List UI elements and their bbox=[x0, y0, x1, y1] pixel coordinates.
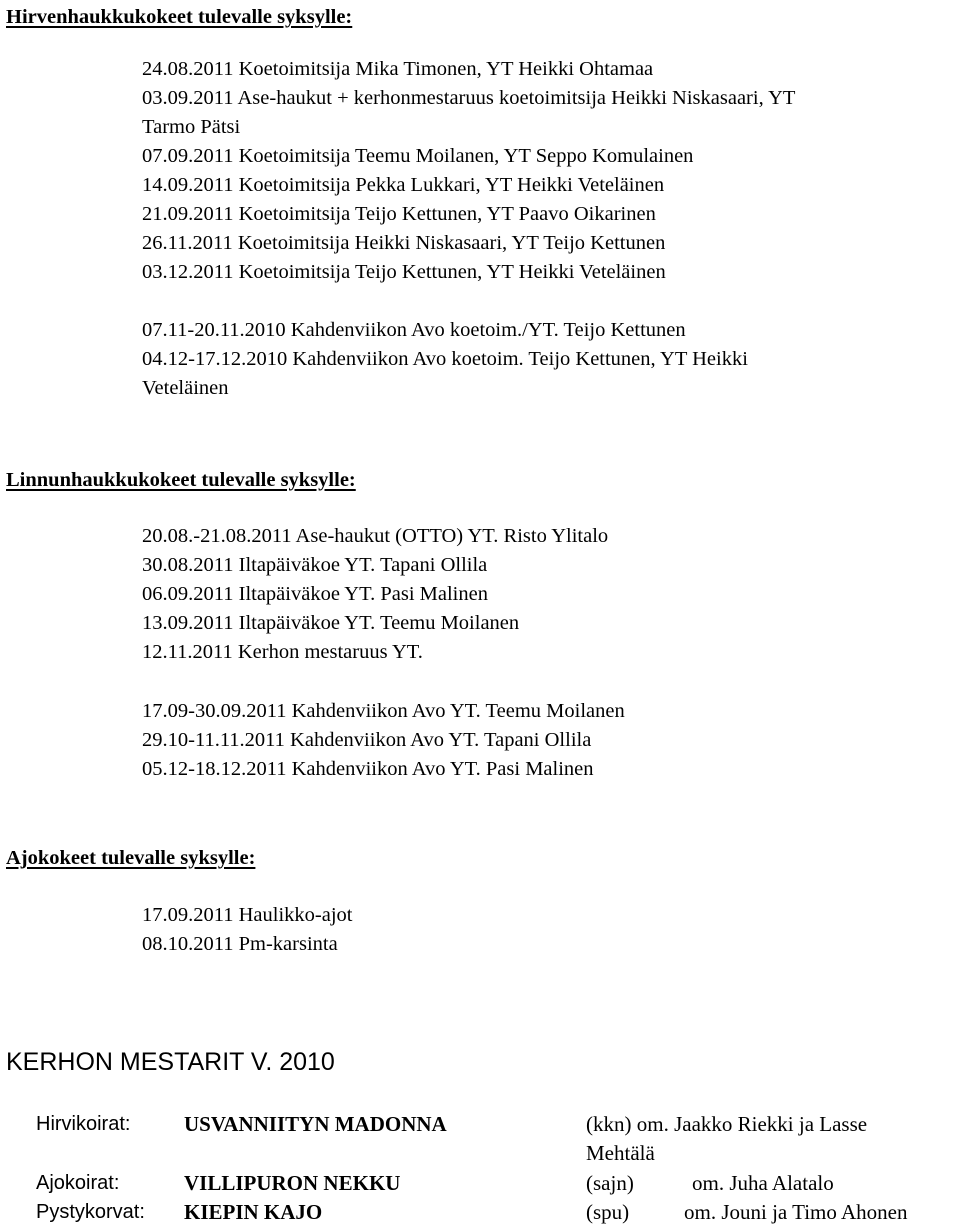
champions-title: KERHON MESTARIT V. 2010 bbox=[6, 1048, 335, 1076]
linnun-line: 06.09.2011 Iltapäiväkoe YT. Pasi Malinen bbox=[142, 583, 488, 605]
ajo-heading: Ajokokeet tulevalle syksylle: bbox=[6, 847, 256, 869]
champion-category: Pystykorvat: bbox=[36, 1201, 145, 1223]
linnun-two-week-line: 05.12-18.12.2011 Kahdenviikon Avo YT. Pasi Malinen bbox=[142, 758, 594, 780]
hirvi-two-week-line: 04.12-17.12.2010 Kahdenviikon Avo koetoim. Teijo Kettunen, YT Heikki bbox=[142, 348, 748, 370]
linnun-two-week-line: 29.10-11.11.2011 Kahdenviikon Avo YT. Tapani Ollila bbox=[142, 729, 592, 751]
champion-breed: (sajn) bbox=[586, 1171, 634, 1195]
champion-category: Ajokoirat: bbox=[36, 1172, 120, 1194]
linnun-line: 30.08.2011 Iltapäiväkoe YT. Tapani Ollila bbox=[142, 554, 488, 576]
ajo-line: 17.09.2011 Haulikko-ajot bbox=[142, 904, 353, 926]
champion-dog-name: USVANNIITYN MADONNA bbox=[184, 1112, 447, 1136]
champion-owner: om. Jouni ja Timo Ahonen bbox=[684, 1200, 908, 1224]
hirvi-two-week-line: Veteläinen bbox=[142, 377, 229, 399]
champion-breed: (spu) bbox=[586, 1200, 630, 1224]
hirvi-line: 26.11.2011 Koetoimitsija Heikki Niskasaari, YT Teijo Kettunen bbox=[142, 232, 666, 254]
hirvi-line: Tarmo Pätsi bbox=[142, 116, 241, 138]
champion-breed-owner: (kkn) om. Jaakko Riekki ja Lasse bbox=[586, 1112, 868, 1136]
champion-dog-name: KIEPIN KAJO bbox=[184, 1200, 323, 1224]
linnun-two-week-schedule bbox=[142, 697, 625, 784]
linnun-two-week-line: 17.09-30.09.2011 Kahdenviikon Avo YT. Teemu Moilanen bbox=[142, 700, 625, 722]
hirvi-two-week-schedule bbox=[142, 316, 748, 403]
hirvi-line: 21.09.2011 Koetoimitsija Teijo Kettunen, YT Paavo Oikarinen bbox=[142, 203, 656, 225]
hirvi-line: 03.12.2011 Koetoimitsija Teijo Kettunen, YT Heikki Veteläinen bbox=[142, 261, 666, 283]
linnun-line: 20.08.-21.08.2011 Ase-haukut (OTTO) YT. Risto Ylitalo bbox=[142, 525, 609, 547]
linnun-line: 12.11.2011 Kerhon mestaruus YT. bbox=[142, 641, 423, 663]
linnun-schedule bbox=[142, 522, 608, 667]
ajo-schedule bbox=[142, 901, 352, 959]
hirvi-schedule bbox=[142, 55, 795, 287]
hirvi-line: 07.09.2011 Koetoimitsija Teemu Moilanen, YT Seppo Komulainen bbox=[142, 145, 694, 167]
hirvi-two-week-line: 07.11-20.11.2010 Kahdenviikon Avo koetoim./YT. Teijo Kettunen bbox=[142, 319, 686, 341]
linnun-heading: Linnunhaukkukokeet tulevalle syksylle: bbox=[6, 469, 356, 491]
champion-dog-name: VILLIPURON NEKKU bbox=[184, 1171, 401, 1195]
hirvi-line: 03.09.2011 Ase-haukut + kerhonmestaruus koetoimitsija Heikki Niskasaari, YT bbox=[142, 87, 796, 109]
linnun-line: 13.09.2011 Iltapäiväkoe YT. Teemu Moilanen bbox=[142, 612, 520, 634]
ajo-line: 08.10.2011 Pm-karsinta bbox=[142, 933, 338, 955]
hirvi-line: 14.09.2011 Koetoimitsija Pekka Lukkari, YT Heikki Veteläinen bbox=[142, 174, 665, 196]
hirvi-heading: Hirvenhaukkukokeet tulevalle syksylle: bbox=[6, 6, 353, 28]
champion-owner: om. Juha Alatalo bbox=[692, 1171, 834, 1195]
champion-category: Hirvikoirat: bbox=[36, 1113, 131, 1135]
champion-owner-continuation: Mehtälä bbox=[586, 1141, 655, 1165]
hirvi-line: 24.08.2011 Koetoimitsija Mika Timonen, YT Heikki Ohtamaa bbox=[142, 58, 654, 80]
